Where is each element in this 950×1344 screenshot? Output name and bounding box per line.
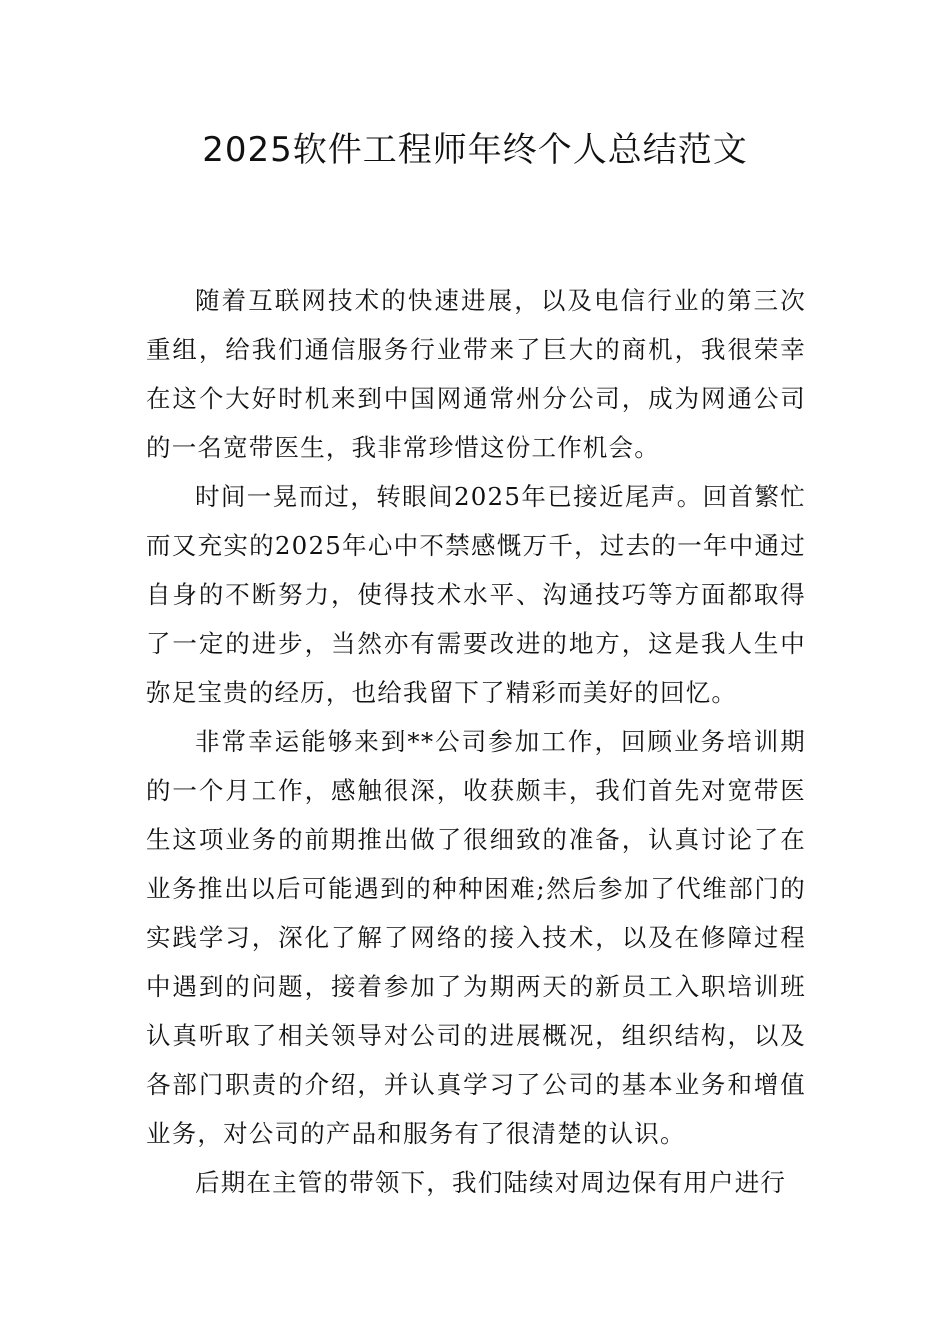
paragraph-3: 非常幸运能够来到**公司参加工作，回顾业务培训期的一个月工作，感触很深，收获颇丰，我们首先对宽带医生这项业务的前期推出做了很细致的准备，认真讨论了在业务推出以后可能遇到的种种困难;然后参加了代维部门的实践学习，深化了解了网络的接入技术，以及在修障过程中遇到的问题，接着参加了为期两天的新员工入职培训班认真听取了相关领导对公司的进展概况，组织结构，以及各部门职责的介绍，并认真学习了公司的基本业务和增值业务，对公司的产品和服务有了很清楚的认识。 — [146, 727, 806, 1148]
paragraph-2: 时间一晃而过，转眼间2025年已接近尾声。回首繁忙而又充实的2025年心中不禁感慨万千，过去的一年中通过自身的不断努力，使得技术水平、沟通技巧等方面都取得了一定的进步，当然亦有需要改进的地方，这是我人生中弥足宝贵的经历，也给我留下了精彩而美好的回忆。 — [146, 482, 806, 707]
paragraph-4: 后期在主管的带领下，我们陆续对周边保有用户进行 — [195, 1168, 787, 1197]
document-body — [146, 276, 806, 1207]
paragraph-1: 随着互联网技术的快速进展，以及电信行业的第三次重组，给我们通信服务行业带来了巨大的商机，我很荣幸在这个大好时机来到中国网通常州分公司，成为网通公司的一名宽带医生，我非常珍惜这份工作机会。 — [146, 286, 806, 462]
document-title: 2025软件工程师年终个人总结范文 — [202, 130, 748, 170]
